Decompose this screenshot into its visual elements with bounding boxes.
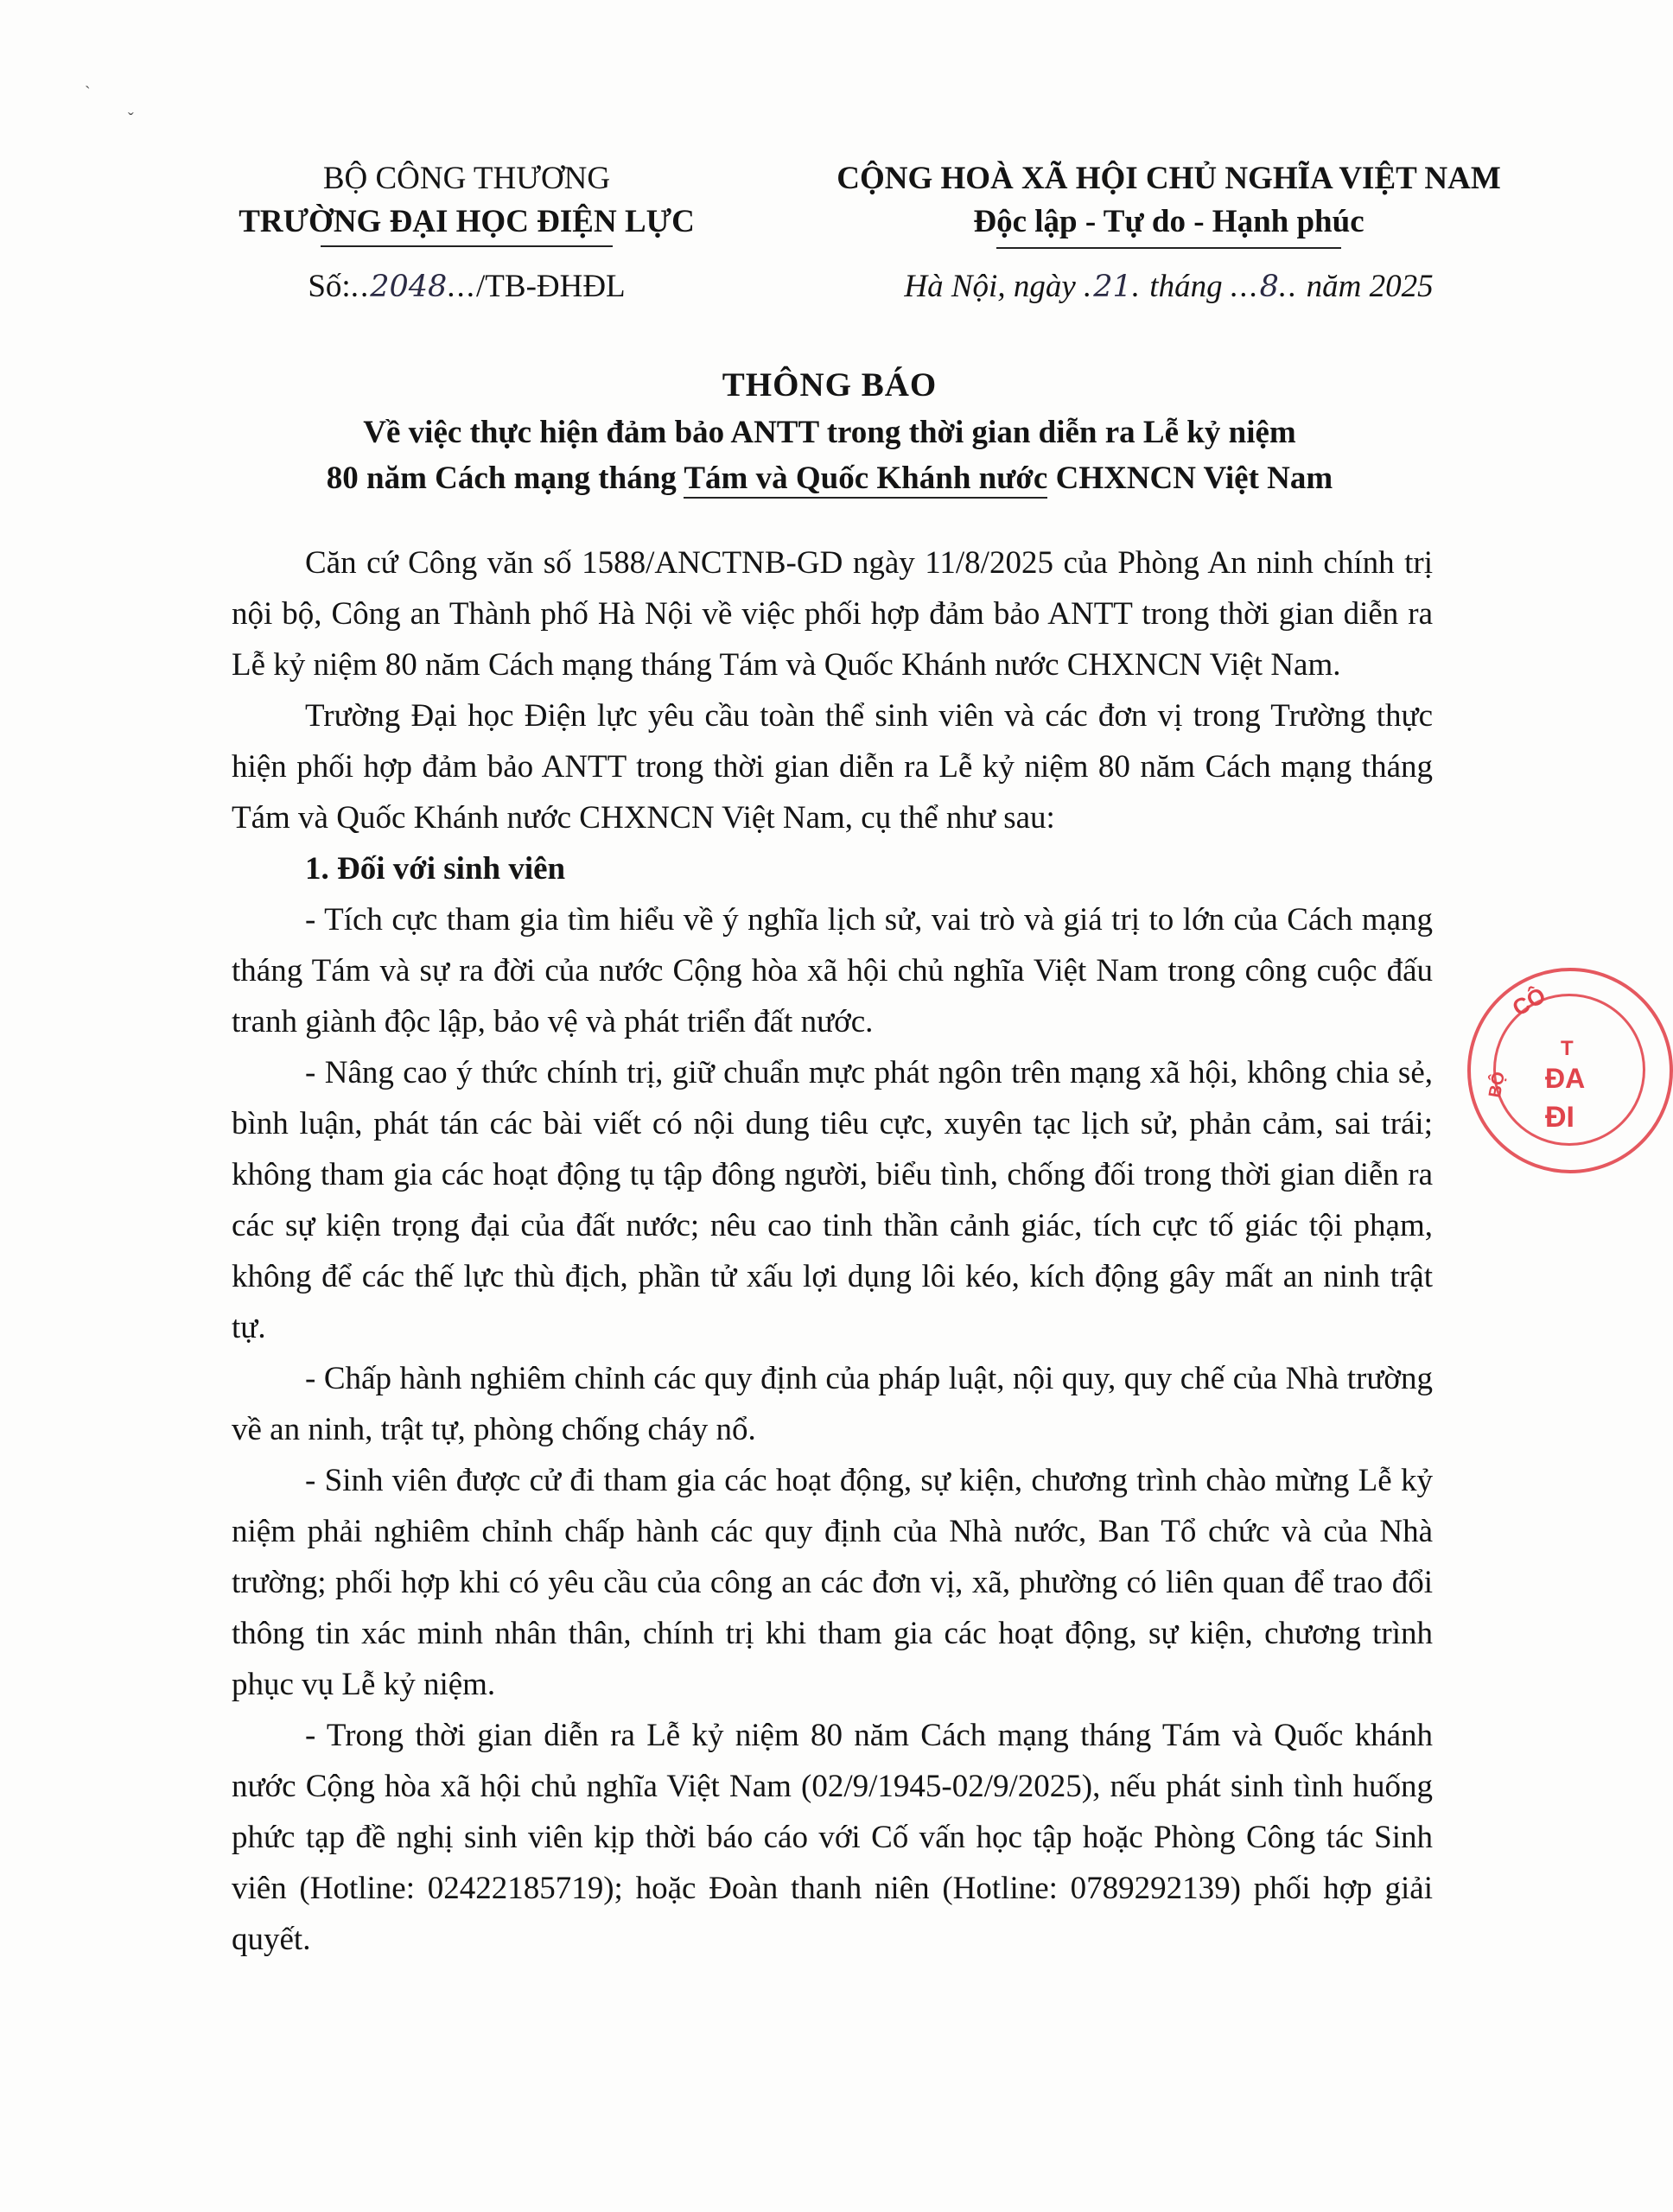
paragraph-basis: Căn cứ Công văn số 1588/ANCTNB-GD ngày 11/8/2025 của Phòng An ninh chính trị nội bộ, Công an Thành phố Hà Nội về việc phối hợp đảm bảo ANTT trong thời gian diễn ra Lễ kỷ niệm 80 năm Cách mạng tháng Tám và Quốc Khánh nước CHXNCN Việt Nam.	[232, 545, 1433, 683]
ministry-name: BỘ CÔNG THƯƠNG	[322, 161, 611, 196]
official-seal-stamp	[1467, 968, 1673, 1173]
bullet-item: - Sinh viên được cử đi tham gia các hoạt động, sự kiện, chương trình chào mừng Lễ kỷ niệm phải nghiêm chỉnh chấp hành các quy định của Nhà nước, Ban Tổ chức và của Nhà trường; phối hợp khi có yêu cầu của công an các đơn vị, xã, phường có liên quan để trao đổi thông tin xác minh nhân thân, chính trị khi tham gia các hoạt động, sự kiện, chương trình phục vụ Lễ kỷ niệm.	[232, 1463, 1433, 1702]
title-block	[229, 361, 1430, 501]
seal-text-bo: BỘ	[1485, 1070, 1509, 1100]
bullet-item: - Tích cực tham gia tìm hiểu về ý nghĩa lịch sử, vai trò và giá trị to lớn của Cách mạng tháng Tám và sự ra đời của nước Cộng hòa xã hội chủ nghĩa Việt Nam trong công cuộc đấu tranh giành độc lập, bảo vệ và phát triển đất nước.	[232, 902, 1433, 1039]
bullet-item: - Nâng cao ý thức chính trị, giữ chuẩn mực phát ngôn trên mạng xã hội, không chia sẻ, bình luận, phát tán các bài viết có nội dung tiêu cực, xuyên tạc lịch sử, phản cảm, sai trái; không tham gia các hoạt động tụ tập đông người, biểu tình, chống đối trong thời gian diễn ra các sự kiện trọng đại của đất nước; nêu cao tinh thần cảnh giác, tích cực tố giác tội phạm, không để các thế lực thù địch, phần tử xấu lợi dụng lôi kéo, kích động gây mất an ninh trật tự.	[232, 1055, 1433, 1345]
scan-speck: ˎ	[85, 70, 91, 89]
date-prefix: Hà Nội, ngày	[904, 269, 1076, 304]
section-heading-students: 1. Đối với sinh viên	[305, 851, 566, 887]
seal-text-t: T	[1561, 1037, 1574, 1060]
number-prefix: Số:	[308, 269, 351, 304]
handwritten-month: 8	[1259, 270, 1279, 304]
nation-name: CỘNG HOÀ XÃ HỘI CHỦ NGHĨA VIỆT NAM	[836, 161, 1501, 196]
handwritten-day: 21	[1093, 270, 1132, 304]
document-body	[232, 537, 1433, 1965]
scan-speck: ˇ	[128, 110, 134, 129]
issuer-block	[216, 157, 717, 244]
motto: Độc lập - Tự do - Hạnh phúc	[973, 200, 1364, 244]
subtitle-part-a: 80 năm Cách mạng tháng	[326, 461, 684, 496]
seal-text-da: ĐA	[1545, 1063, 1586, 1094]
document-number: Số:..2048.../TB-ĐHĐL	[308, 269, 626, 304]
school-name: TRƯỜNG ĐẠI HỌC ĐIỆN LỰC	[239, 200, 695, 244]
document-title: THÔNG BÁO	[722, 366, 938, 404]
handwritten-number: 2048	[370, 270, 448, 304]
bullet-item: - Trong thời gian diễn ra Lễ kỷ niệm 80 năm Cách mạng tháng Tám và Quốc khánh nước Cộng hòa xã hội chủ nghĩa Việt Nam (02/9/1945-02/9/2025), nếu phát sinh tình huống phức tạp đề nghị sinh viên kịp thời báo cáo với Cố vấn học tập hoặc Phòng Công tác Sinh viên (Hotline: 02422185719); hoặc Đoàn thanh niên (Hotline: 0789292139) phối hợp giải quyết.	[232, 1718, 1433, 1957]
bullet-item: - Chấp hành nghiêm chỉnh các quy định của pháp luật, nội quy, quy chế của Nhà trường về an ninh, trật tự, phòng chống cháy nổ.	[232, 1361, 1433, 1447]
number-suffix: /TB-ĐHĐL	[476, 269, 626, 304]
subtitle-line-2	[229, 455, 1430, 501]
subtitle-part-c: CHXNCN Việt Nam	[1047, 461, 1333, 496]
document-date: Hà Nội, ngày .21. tháng ...8.. năm 2025	[904, 269, 1434, 304]
month-label: tháng	[1149, 269, 1223, 304]
paragraph-request: Trường Đại học Điện lực yêu cầu toàn thể sinh viên và các đơn vị trong Trường thực hiện phối hợp đảm bảo ANTT trong thời gian diễn ra Lễ kỷ niệm 80 năm Cách mạng tháng Tám và Quốc Khánh nước CHXNCN Việt Nam, cụ thể như sau:	[232, 698, 1433, 836]
subtitle-part-underlined: Tám và Quốc Khánh nước	[684, 461, 1047, 499]
national-motto-block	[782, 157, 1555, 244]
seal-text-di: ĐI	[1545, 1101, 1574, 1134]
subtitle-line-1: Về việc thực hiện đảm bảo ANTT trong thời gian diễn ra Lễ kỷ niệm	[363, 415, 1296, 450]
year-label: năm 2025	[1306, 269, 1434, 304]
seal-text-top: CÔ	[1507, 982, 1550, 1021]
